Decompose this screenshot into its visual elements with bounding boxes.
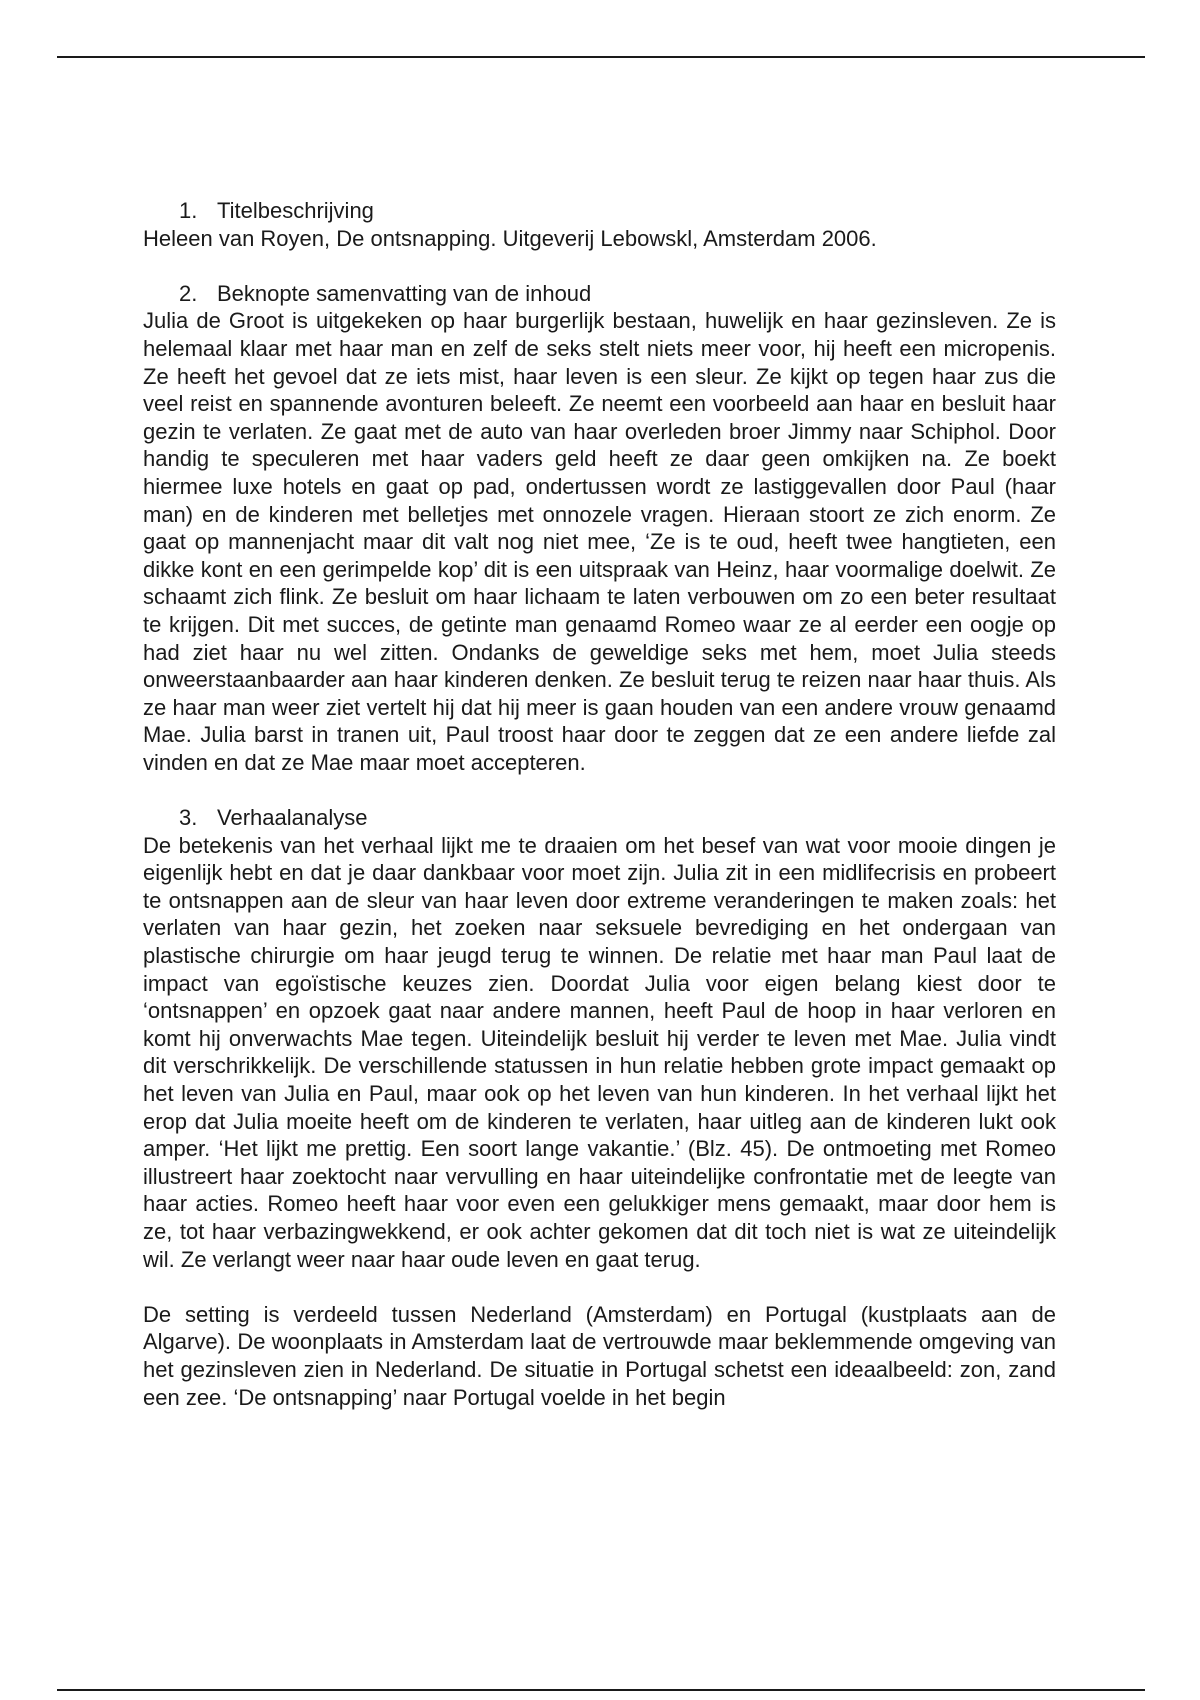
title-description-text: Heleen van Royen, De ontsnapping. Uitgeverij Lebowskl, Amsterdam 2006. (143, 225, 877, 251)
section-heading-text: Verhaalanalyse (217, 805, 368, 831)
section-number: 1. (179, 198, 198, 223)
section-heading-text: Beknopte samenvatting van de inhoud (217, 280, 592, 306)
section-number: 2. (179, 280, 198, 306)
section-heading (143, 280, 1056, 308)
summary-paragraph: Julia de Groot is uitgekeken op haar burgerlijk bestaan, huwelijk en haar gezinsleven. Ze is helemaal klaar met haar man en zelf de seks stelt niets meer voor, hij heeft een micropenis. Ze heeft het gevoel dat ze iets mist, haar leven is een sleur. Ze kijkt op tegen haar zus die veel reist en spannende avonturen beleeft. Ze neemt een voorbeeld aan haar en besluit haar gezin te verlaten. Ze gaat met de auto van haar overleden broer Jimmy naar Schiphol. Door handig te speculeren met haar vaders geld heeft ze daar geen omkijken na. Ze boekt hiermee luxe hotels en gaat op pad, ondertussen wordt ze lastiggevallen door Paul (haar man) en de kinderen met belletjes met onnozele vragen. Hieraan stoort ze zich enorm. Ze gaat op mannenjacht maar dit valt nog niet mee, ‘Ze is te oud, heeft twee hangtieten, een dikke kont en een gerimpelde kop’ dit is een uitspraak van Heinz, haar voormalige doelwit. Ze schaamt zich flink. Ze besluit om haar lichaam te laten verbouwen om zo een beter resultaat te krijgen. Dit met succes, de getinte man genaamd Romeo waar ze al eerder een oogje op had ziet haar nu wel zitten. Ondanks de geweldige seks met hem, moet Julia steeds onweerstaanbaarder aan haar kinderen denken. Ze besluit terug te reizen naar haar thuis. Als ze haar man weer ziet vertelt hij dat hij meer is gaan houden van een andere vrouw genaamd Mae. Julia barst in tranen uit, Paul troost haar door te zeggen dat ze een andere liefde zal vinden en dat ze Mae maar moet accepteren. (143, 308, 1056, 775)
section-summary (143, 280, 1056, 777)
section-heading (143, 197, 1056, 225)
section-title-description (143, 197, 1056, 252)
document-body (143, 197, 1056, 1411)
section-number: 3. (179, 805, 198, 831)
header-rule (57, 56, 1145, 58)
section-heading (143, 804, 1056, 832)
setting-paragraph: De setting is verdeeld tussen Nederland (Amsterdam) en Portugal (kustplaats aan de Algarve). De woonplaats in Amsterdam laat de vertrouwde maar beklemmende omgeving van het gezinsleven zien in Nederland. De situatie in Portugal schetst een ideaalbeeld: zon, zand een zee. ‘De ontsnapping’ naar Portugal voelde in het begin (143, 1301, 1056, 1410)
section-story-analysis (143, 804, 1056, 1411)
footer-rule (57, 1689, 1145, 1691)
section-heading-text: Titelbeschrijving (217, 198, 374, 223)
analysis-paragraph: De betekenis van het verhaal lijkt me te draaien om het besef van wat voor mooie dingen je eigenlijk hebt en dat je daar dankbaar voor moet zijn. Julia zit in een midlifecrisis en probeert te ontsnappen aan de sleur van haar leven door extreme veranderingen te maken zoals: het verlaten van haar gezin, het zoeken naar seksuele bevrediging en het ondergaan van plastische chirurgie om haar jeugd terug te winnen. De relatie met haar man Paul laat de impact van egoïstische keuzes zien. Doordat Julia voor eigen belang kiest door te ‘ontsnappen’ en opzoek gaat naar andere mannen, heeft Paul de hoop in haar verloren en komt hij onverwachts Mae tegen. Uiteindelijk besluit hij verder te leven met Mae. Julia vindt dit verschrikkelijk. De verschillende statussen in hun relatie hebben grote impact gemaakt op het leven van Julia en Paul, maar ook op het leven van hun kinderen. In het verhaal lijkt het erop dat Julia moeite heeft om de kinderen te verlaten, haar uitleg aan de kinderen lukt ook amper. ‘Het lijkt me prettig. Een soort lange vakantie.’ (Blz. 45). De ontmoeting met Romeo illustreert haar zoektocht naar vervulling en haar uiteindelijke confrontatie met de leegte van haar acties. Romeo heeft haar voor even een gelukkiger mens gemaakt, maar door hem is ze, tot haar verbazingwekkend, er ook achter gekomen dat dit toch niet is wat ze uiteindelijk wil. Ze verlangt weer naar haar oude leven en gaat terug. (143, 832, 1056, 1272)
